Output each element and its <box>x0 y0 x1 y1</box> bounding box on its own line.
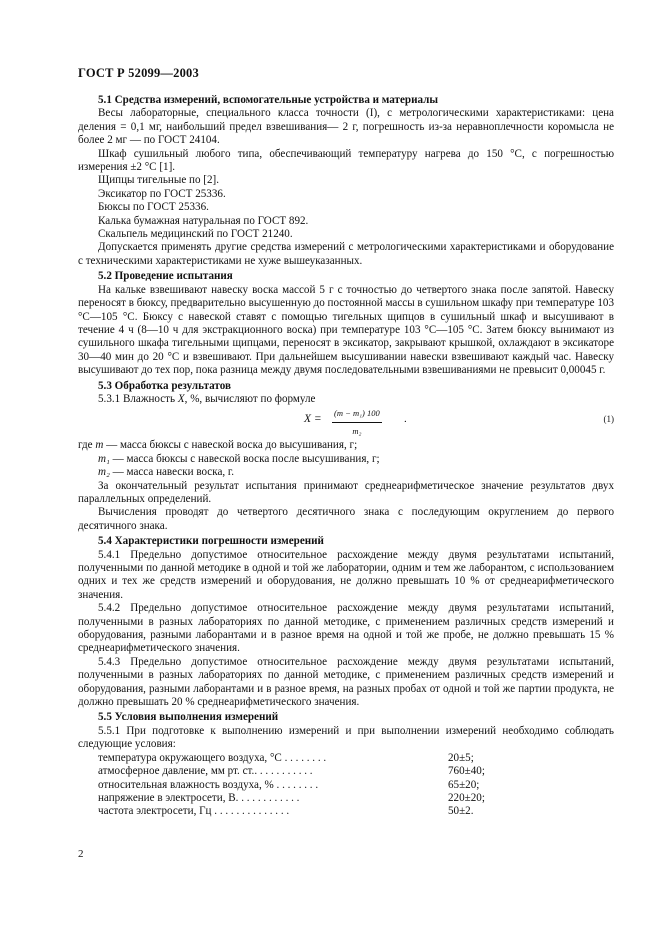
section-5-4-title: 5.4 Характеристики погрешности измерений <box>98 535 324 548</box>
section-5-1-title: 5.1 Средства измерений, вспомогательные устройства и материалы <box>98 94 439 106</box>
paragraph: 5.4.1 Предельно допустимое относительное расхождение между двумя результатами испытаний, полученными по данной методике в одной и той же лаборатории, одним и тем же лаборантом, с использованием одних и тех же средств измерений и оборудования, не должно превышать 10 % от среднеарифметического значения. <box>78 548 614 601</box>
paragraph: 5.4.2 Предельно допустимое относительное расхождение между двумя результатами испытаний, полученными в разных лабораториях по данной методике, с применением различных средств измерений и оборудования, разными лаборантами и в разное время на одной и той же пробе, не должно превышать 15 % среднеарифметического значения. <box>78 602 614 655</box>
paragraph: На кальке взвешивают навеску воска массой 5 г с точностью до четвертого знака после запятой. Навеску переносят в бюксу, предварительно высушенную до постоянной массы в сушильном шкафу при температуре 103 °С—105 °С. Бюксу с навеской ставят с помощью тигельных щипцов в сушильный шкаф и высушивают в течение 4 ч (8—10 ч для экстракционного воска) при температуре 103 °С—105 °С. Затем бюксу вынимают из сушильного шкафа тигельными щипцами, переносят в эксикатор, закрывают крышкой, охлаждают в эксикаторе 30—40 мин до 20 °С и взвешивают. При дальнейшем высушивании навески взвешивают каждый час. Навеску высушивают до тех пор, пока разница между двумя последовательными взвешиваниями не превысит 0,00045 г. <box>78 283 614 377</box>
section-5-3-title: 5.3 Обработка результатов <box>98 379 231 392</box>
paragraph: За окончательный результат испытания принимают среднеарифметическое значение результатов двух параллельных определений. <box>78 479 614 505</box>
page-number: 2 <box>78 848 84 860</box>
list-item: Щипцы тигельные по [2]. <box>98 174 219 187</box>
paragraph: Весы лабораторные, специального класса точности (I), с метрологическими характеристиками: цена деления = 0,1 мг, наибольший предел взвешивания— 2 г, погрешность из-за неравноплечности коромысла не более 2 мг — по ГОСТ 24104. <box>78 107 614 147</box>
list-item: Калька бумажная натуральная по ГОСТ 892. <box>98 214 309 227</box>
formula-1 <box>78 407 614 437</box>
section-5-2-title: 5.2 Проведение испытания <box>98 270 233 283</box>
section-5-5-title: 5.5 Условия выполнения измерений <box>98 711 279 724</box>
list-item: Эксикатор по ГОСТ 25336. <box>98 187 226 200</box>
list-item: Скальпель медицинский по ГОСТ 21240. <box>98 228 293 241</box>
paragraph: Вычисления проводят до четвертого десятичного знака с последующим округлением до первого десятичного знака. <box>78 506 614 532</box>
where-line: где m — масса бюксы с навеской воска до высушивания, г; <box>78 439 358 452</box>
formula-numerator: (m − m₁) 100 <box>332 407 382 422</box>
paragraph: 5.5.1 При подготовке к выполнению измерений и при выполнении измерений необходимо соблюдать следующие условия: <box>78 724 614 751</box>
condition-row: напряжение в электросети, В. . . . . . . . . . . . 220±20; <box>98 791 485 804</box>
paragraph: Допускается применять другие средства измерений с метрологическими характеристиками и оборудование с техническими характеристиками не хуже вышеуказанных. <box>78 241 614 267</box>
condition-row: атмосферное давление, мм рт. ст.. . . . . . . . . . . 760±40; <box>98 765 485 778</box>
paragraph: 5.3.1 Влажность X, %, вычисляют по формуле <box>98 392 316 405</box>
where-line: m₁ — масса бюксы с навеской воска после высушивания, г; <box>98 452 380 465</box>
formula-fraction <box>332 407 382 438</box>
condition-row: относительная влажность воздуха, % . . . . . . . . 65±20; <box>98 778 480 791</box>
formula-denominator: m₂ <box>352 425 362 436</box>
document-header: ГОСТ Р 52099—2003 <box>78 66 199 80</box>
where-line: m₂ — масса навески воска, г. <box>98 466 234 479</box>
list-item: Бюксы по ГОСТ 25336. <box>98 201 209 214</box>
document-body <box>78 92 614 819</box>
condition-row: температура окружающего воздуха, °С . . . . . . . . 20±5; <box>98 751 474 764</box>
formula-end: . <box>404 413 407 426</box>
formula-number: (1) <box>603 414 614 425</box>
paragraph: 5.4.3 Предельно допустимое относительное расхождение между двумя результатами испытаний, полученными в разных лабораториях по данной методике, с применением различных средств измерений и оборудования, разными лаборантами и в разное время, на разных пробах от одной и той же партии продукта, не должно превышать 20 % среднеарифметического значения. <box>78 655 614 709</box>
condition-row: частота электросети, Гц . . . . . . . . . . . . . . 50±2. <box>98 805 474 818</box>
paragraph: Шкаф сушильный любого типа, обеспечивающий температуру нагрева до 150 °С, с погрешностью измерения ±2 °С [1]. <box>78 147 614 174</box>
formula-lhs: X = <box>304 413 322 426</box>
